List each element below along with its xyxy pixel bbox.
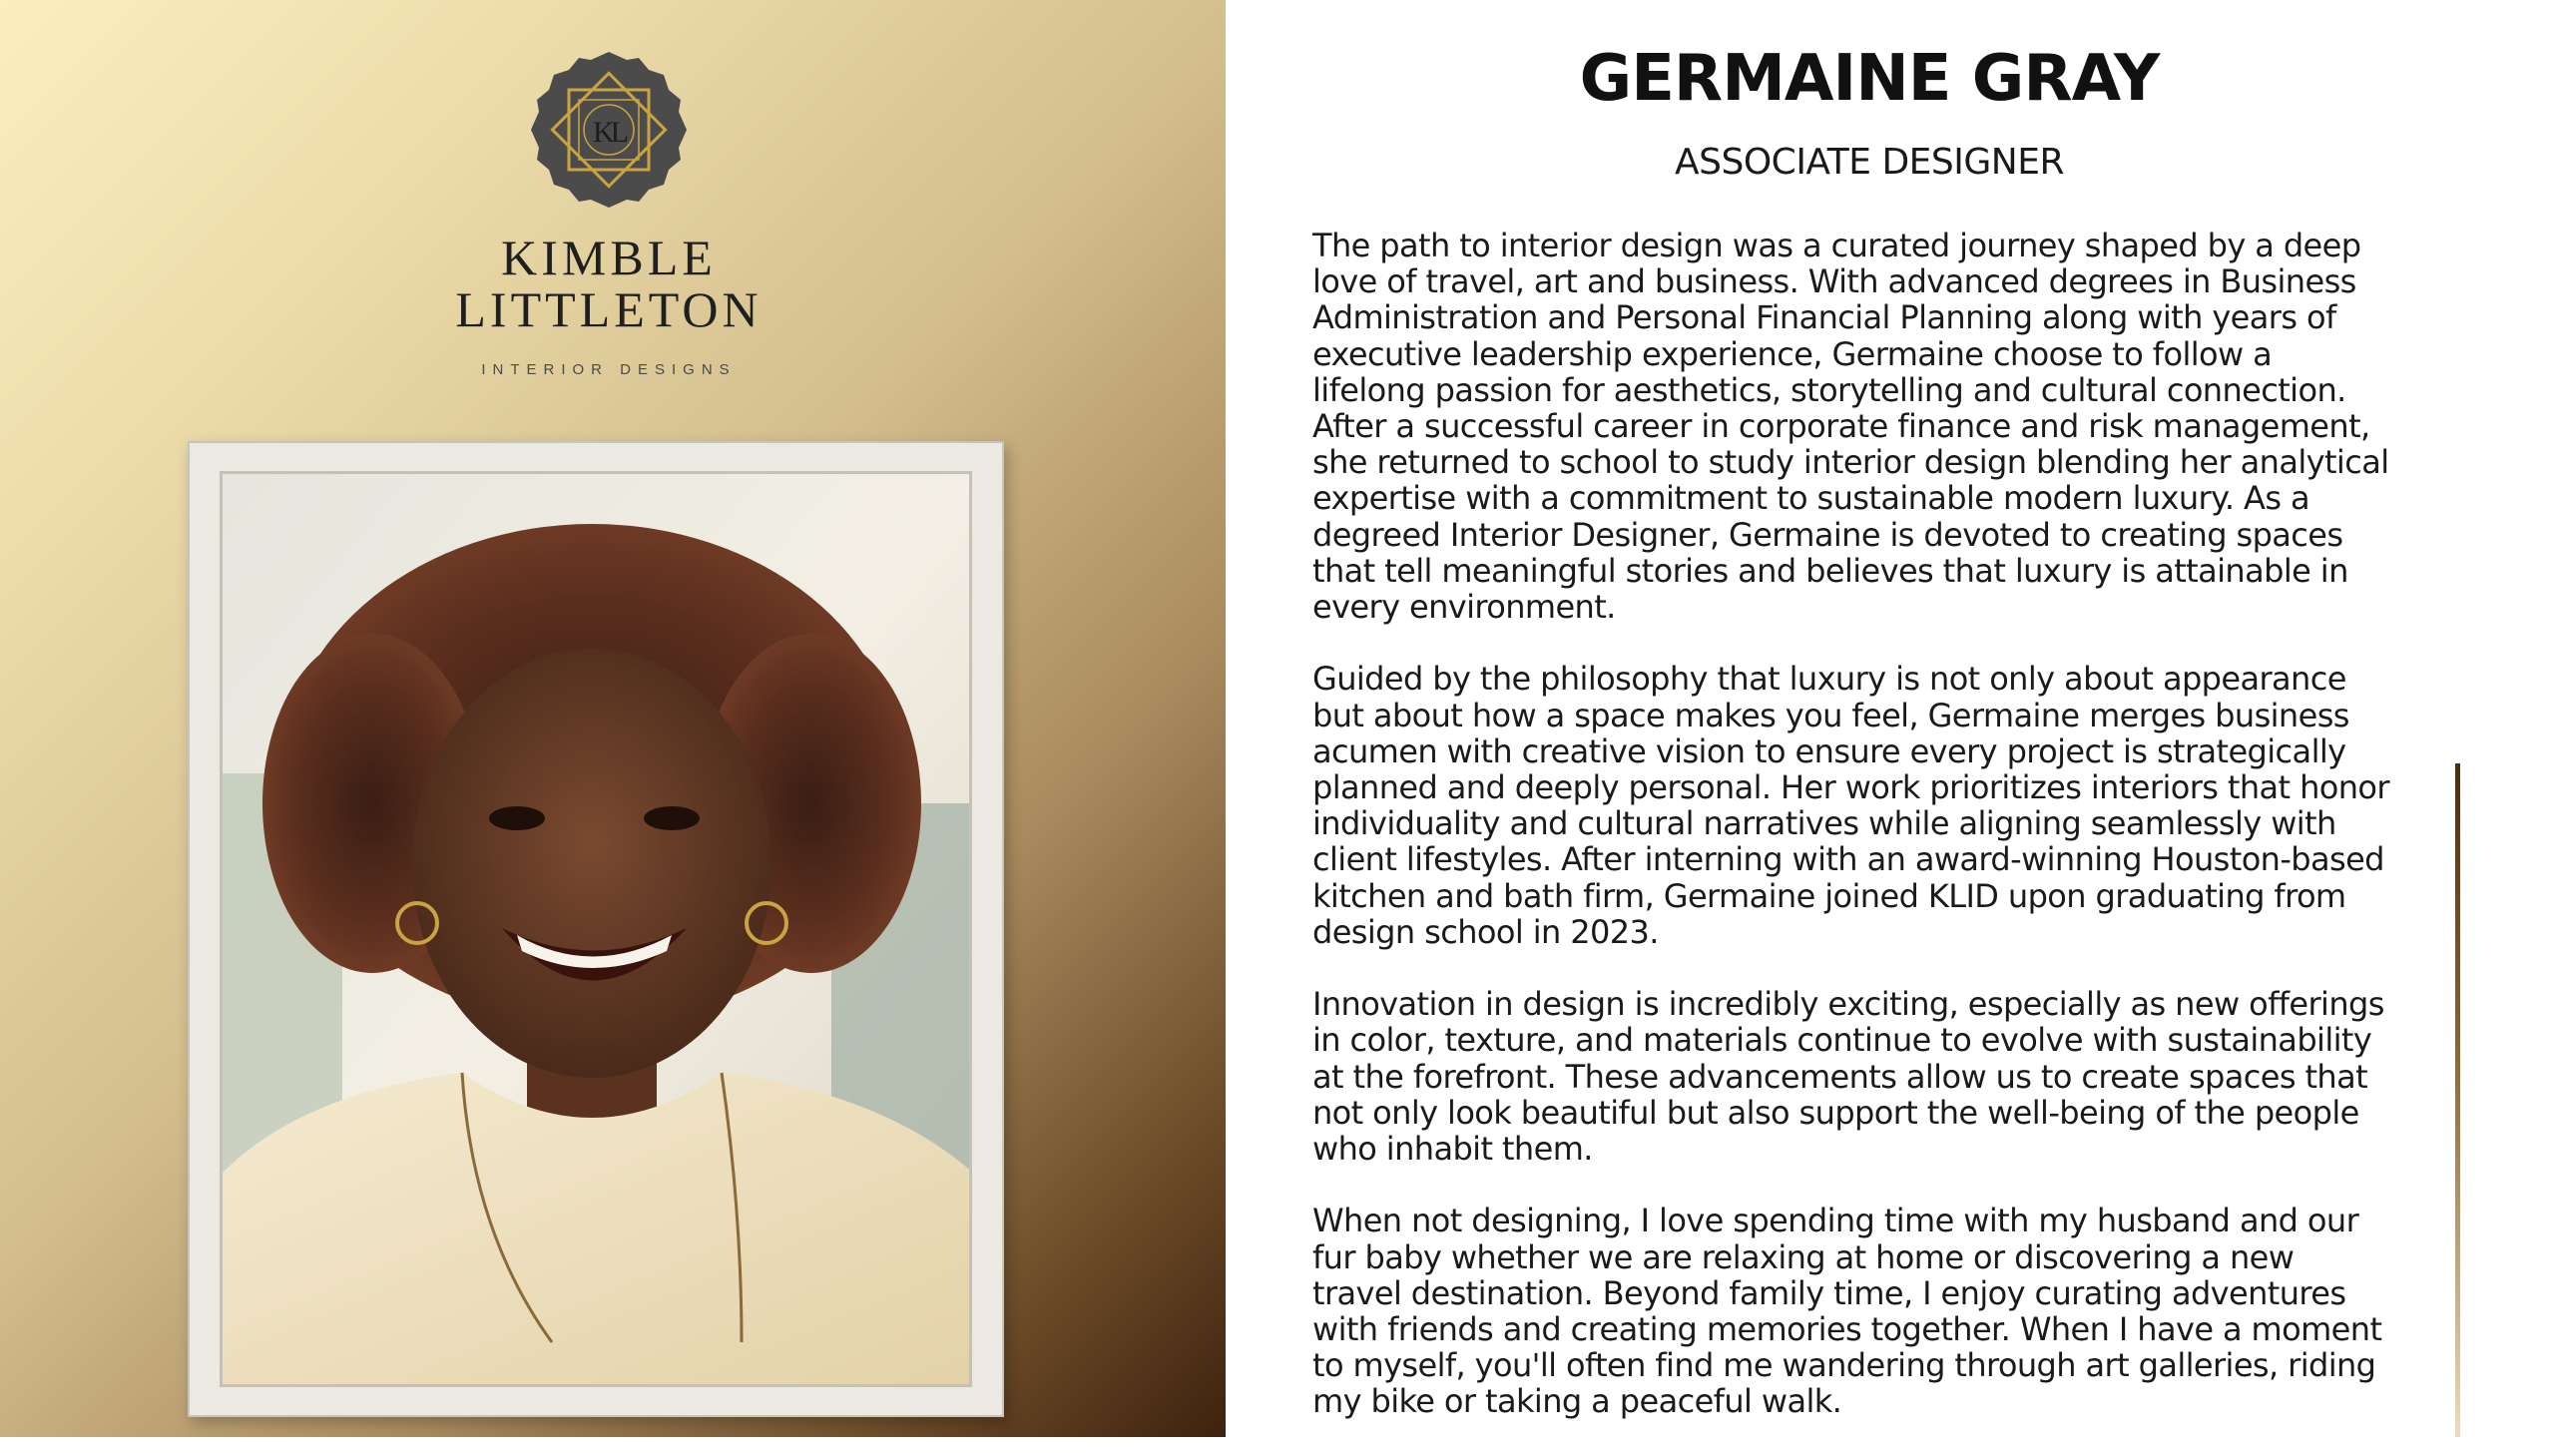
- bio-paragraph: Innovation in design is incredibly exciting, especially as new offerings in color, texture, and materials continue to evolve with sustainability at the forefront. These advancements allow us to create spaces that not only look beautiful but also support the well-being of the people who inhabit them.: [1312, 985, 2384, 1169]
- brand-name-line1: KIMBLE: [501, 230, 717, 285]
- biography: [1312, 228, 2390, 1456]
- bio-paragraph: Guided by the philosophy that luxury is not only about appearance but about how a space makes you feel, Germaine merges business acumen with creative vision to ensure every project is strategically planned and deeply personal. Her work prioritizes interiors that honor individuality and cultural narratives while aligning seamlessly with client lifestyles. After interning with an award-winning Houston-based kitchen and bath firm, Germaine joined KLID upon graduating from design school in 2023.: [1312, 660, 2389, 951]
- brand-panel: [0, 0, 1226, 1437]
- profile-panel: [1226, 0, 2555, 1437]
- logo-monogram: KL: [593, 116, 625, 149]
- company-logo: [429, 50, 788, 378]
- portrait-image: [223, 474, 972, 1387]
- bio-paragraph: The path to interior design was a curated journey shaped by a deep love of travel, art and business. With advanced degrees in Business Administration and Personal Financial Planning along with years of executive leadership experience, Germaine choose to follow a lifelong passion for aesthetics, storytelling and cultural connection. After a successful career in corporate finance and risk management, she returned to school to study interior design blending her analytical expertise with a commitment to sustainable modern luxury. As a degreed Interior Designer, Germaine is devoted to creating spaces that tell meaningful stories and believes that luxury is attainable in every environment.: [1312, 227, 2389, 627]
- portrait-photo: [220, 471, 972, 1387]
- designer-title: ASSOCIATE DESIGNER: [1675, 142, 2064, 183]
- portrait-frame: [188, 441, 1004, 1417]
- brand-name-line2: LITTLETON: [455, 281, 763, 337]
- brand-tagline: INTERIOR DESIGNS: [481, 361, 737, 378]
- designer-name: GERMAINE GRAY: [1579, 42, 2160, 116]
- bio-paragraph: When not designing, I love spending time with my husband and our fur baby whether we are relaxing at home or discovering a new travel destination. Beyond family time, I enjoy curating adventures with friends and creating memories together. When I have a moment to myself, you'll often find me wandering through art galleries, riding my bike or taking a peaceful walk.: [1312, 1202, 2382, 1421]
- decorative-accent-bar: [2455, 763, 2460, 1437]
- logo-emblem-icon: [529, 50, 689, 210]
